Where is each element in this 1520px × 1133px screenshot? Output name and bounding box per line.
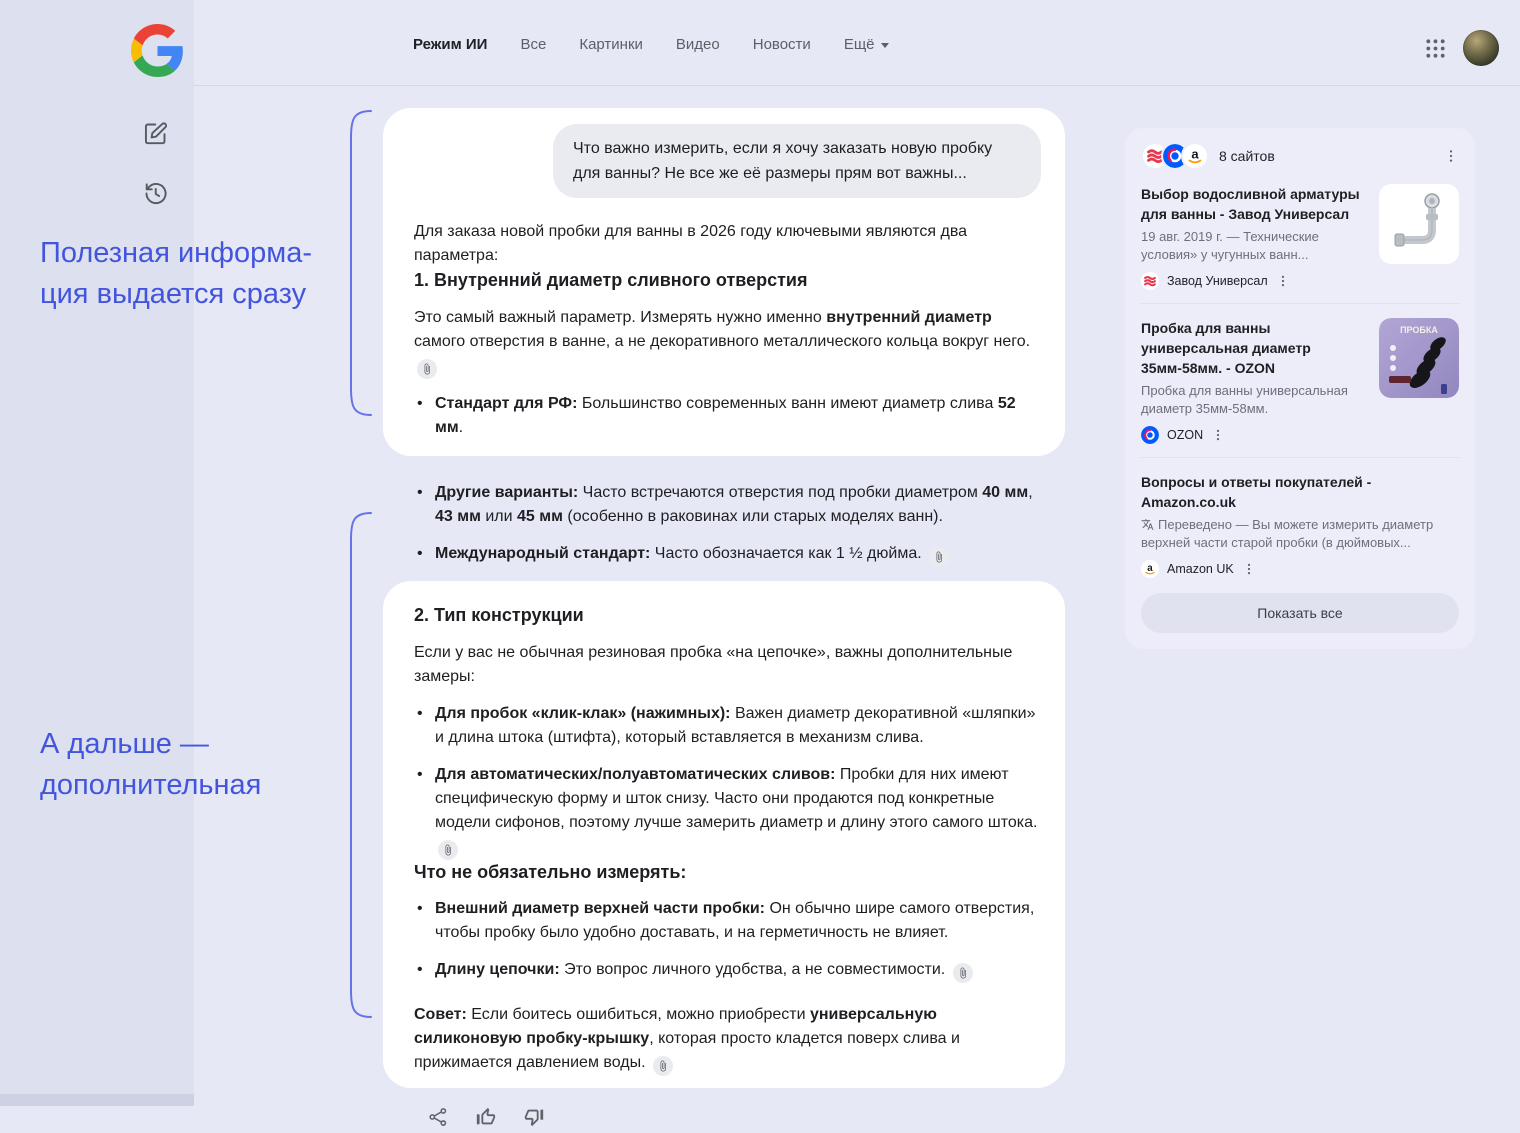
thumbs-down-icon[interactable] <box>523 1106 545 1128</box>
source-card-1[interactable] <box>1141 184 1459 290</box>
source-thumbnail-drain-fixture[interactable] <box>1379 184 1459 264</box>
google-logo[interactable] <box>131 24 184 77</box>
answer-overflow-area <box>383 456 1065 569</box>
apps-grid-icon[interactable] <box>1424 37 1447 60</box>
kebab-menu-icon[interactable] <box>1211 428 1225 442</box>
annotation-bracket-2 <box>344 512 372 1023</box>
tab-video[interactable]: Видео <box>675 36 720 53</box>
sources-panel <box>1125 128 1475 649</box>
bullet-item: • Для пробок «клик-клак» (нажимных): Важен диаметр декоративной «шляпки» и длина штока (штифта), который вставляется в механизм слива. <box>414 702 1041 750</box>
source-thumbnail-plug-product[interactable] <box>1379 318 1459 398</box>
source-card-3[interactable] <box>1141 472 1459 578</box>
annotation-note-1 <box>40 233 312 315</box>
annotation-line: ция выдается сразу <box>40 278 307 310</box>
sources-favicon-stack <box>1141 142 1209 170</box>
ai-answer-column <box>383 108 1065 1128</box>
bullet-item: • Внешний диаметр верхней части пробки: Он обычно шире самого отверстия, чтобы пробку было удобно доставать, и на герметичность не влияет. <box>414 897 1041 945</box>
answer-tip: Совет: Если боитесь ошибиться, можно приобрести универсальную силиконовую пробку-крышку, которая просто кладется поверх слива и прижимается давлением воды. <box>414 1003 1041 1076</box>
section-2-bullets <box>414 702 1041 860</box>
citation-link-icon[interactable] <box>929 547 949 567</box>
annotation-line: Полезная информа- <box>40 237 313 269</box>
chevron-down-icon <box>881 43 889 48</box>
svg-text:a: a <box>1147 562 1153 574</box>
kebab-menu-icon[interactable] <box>1443 148 1459 164</box>
section-2-lead: Если у вас не обычная резиновая пробка «на цепочке», важны дополнительные замеры: <box>414 644 1013 685</box>
highlight-card-2 <box>383 581 1065 1088</box>
annotation-line: дополнительная <box>40 769 262 801</box>
share-icon[interactable] <box>427 1106 449 1128</box>
left-sidebar-footer <box>0 1094 194 1106</box>
divider <box>1141 457 1459 458</box>
new-chat-compose-icon[interactable] <box>142 120 169 147</box>
tab-all[interactable]: Все <box>520 36 547 53</box>
bullet-item: • Другие варианты: Часто встречаются отверстия под пробки диаметром 40 мм, 43 мм или 45 мм (особенно в раковинах или старых моделях ванн). <box>414 481 1041 529</box>
section-1-bullets-outside <box>414 481 1041 567</box>
bullet-item: • Длину цепочки: Это вопрос личного удобства, а не совместимости. <box>414 958 1041 983</box>
citation-link-icon[interactable] <box>653 1056 673 1076</box>
source-snippet <box>1141 516 1459 552</box>
user-avatar[interactable] <box>1463 30 1499 66</box>
thumb-label: ПРОБКА <box>1400 325 1438 335</box>
citation-link-icon[interactable] <box>953 963 973 983</box>
source-name: OZON <box>1167 428 1204 442</box>
tab-more[interactable]: Ещё <box>844 36 889 53</box>
answer-actions <box>383 1106 1065 1128</box>
citation-link-icon[interactable] <box>417 359 437 379</box>
annotation-bracket-1 <box>344 110 372 421</box>
source-card-2[interactable] <box>1141 318 1459 444</box>
source-name: Завод Универсал <box>1167 274 1268 288</box>
kebab-menu-icon[interactable] <box>1276 274 1290 288</box>
left-sidebar <box>0 0 194 1106</box>
thumbs-up-icon[interactable] <box>475 1106 497 1128</box>
section-3-title: Что не обязательно измерять: <box>414 862 687 882</box>
citation-link-icon[interactable] <box>438 840 458 860</box>
show-all-button[interactable]: Показать все <box>1141 593 1459 633</box>
bullet-item: • Международный стандарт: Часто обозначается как 1 ½ дюйма. <box>414 542 1041 567</box>
section-2-title: 2. Тип конструкции <box>414 605 584 625</box>
sources-count: 8 сайтов <box>1219 148 1275 164</box>
bullet-item: • Для автоматических/полуавтоматических сливов: Пробки для них имеют специфическую форму и шток снизу. Часто они продаются под конкретные модели сифонов, поэтому лучше замерить диаметр и длину этого самого штока. <box>414 763 1041 860</box>
history-icon[interactable] <box>142 180 169 207</box>
amazon-favicon <box>1181 142 1209 170</box>
annotation-note-2 <box>40 724 261 806</box>
annotation-line: А дальше — <box>40 728 209 760</box>
source-name: Amazon UK <box>1167 562 1234 576</box>
answer-intro: Для заказа новой пробки для ванны в 2026 году ключевыми являются два параметра: <box>414 223 968 264</box>
section-1-title: 1. Внутренний диаметр сливного отверстия <box>414 270 808 290</box>
ozon-favicon <box>1141 426 1159 444</box>
tab-news[interactable]: Новости <box>752 36 811 53</box>
source-title[interactable]: Выбор водосливной арматуры для ванны - Завод Универсал <box>1141 186 1360 222</box>
sources-header <box>1141 142 1459 170</box>
bullet-item: • Стандарт для РФ: Большинство современных ванн имеют диаметр слива 52 мм. <box>414 392 1041 440</box>
source-title[interactable]: Вопросы и ответы покупателей - Amazon.co.uk <box>1141 474 1372 510</box>
section-1-lead: Это самый важный параметр. Измерять нужно именно внутренний диаметр самого отверстия в ванне, а не декоративного металлического кольца вокруг него. <box>414 306 1041 379</box>
source-snippet: Пробка для ванны универсальная диаметр 35мм-58мм. <box>1141 383 1348 416</box>
zavod-universal-favicon <box>1141 272 1159 290</box>
section-3-bullets <box>414 897 1041 983</box>
tab-ai-mode[interactable]: Режим ИИ <box>413 36 488 53</box>
kebab-menu-icon[interactable] <box>1242 562 1256 576</box>
user-question-bubble: Что важно измерить, если я хочу заказать новую пробку для ванны? Не все же её размеры прям вот важны... <box>553 124 1041 198</box>
svg-text:a: a <box>1191 146 1199 162</box>
section-1-bullets-inside <box>414 392 1041 440</box>
divider <box>1141 303 1459 304</box>
tab-images[interactable]: Картинки <box>579 36 643 53</box>
translate-icon <box>1141 518 1154 531</box>
source-snippet: 19 авг. 2019 г. — Технические условия» у чугунных ванн... <box>1141 229 1319 262</box>
highlight-card-1 <box>383 108 1065 456</box>
topbar-divider <box>194 85 1520 86</box>
search-nav-tabs <box>413 36 889 53</box>
source-title[interactable]: Пробка для ванны универсальная диаметр 35мм-58мм. - OZON <box>1141 320 1311 376</box>
amazon-favicon <box>1141 560 1159 578</box>
source-snippet-text: Переведено — Вы можете измерить диаметр верхней части старой пробки (в дюймовых... <box>1141 517 1434 550</box>
